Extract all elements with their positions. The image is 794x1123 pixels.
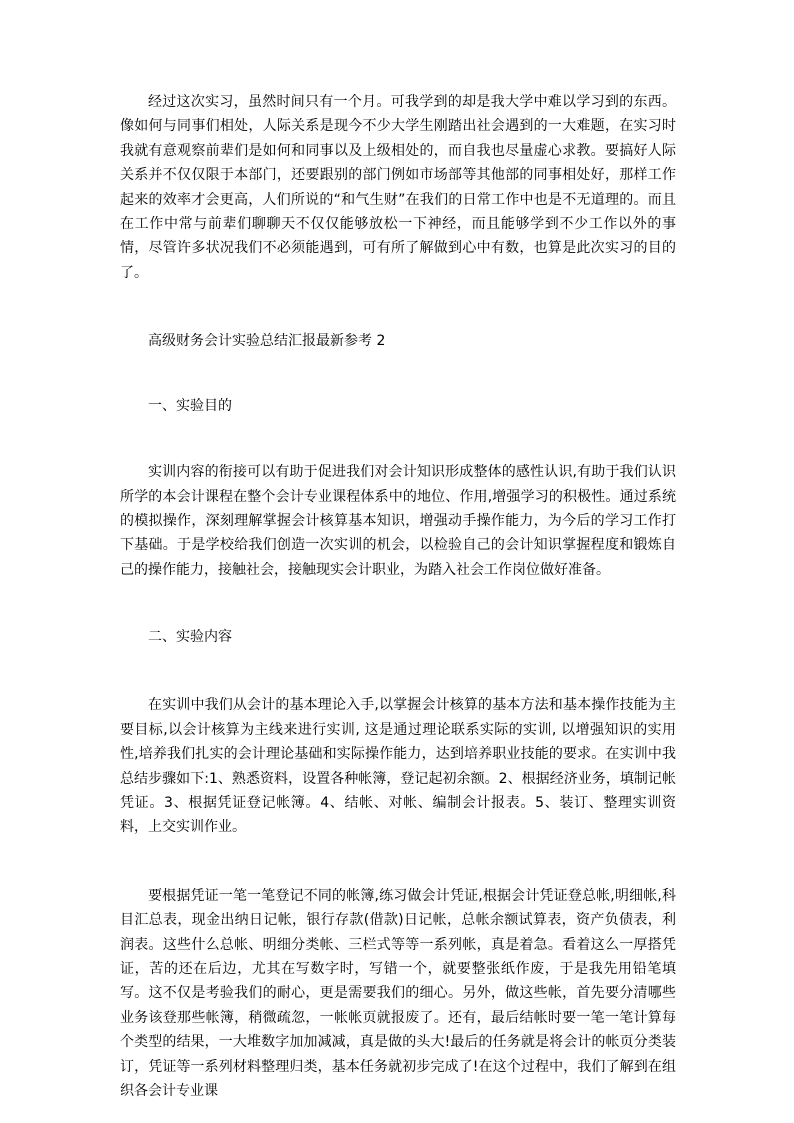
paragraph-internship-reflection: 经过这次实习，虽然时间只有一个月。可我学到的却是我大学中难以学习到的东西。像如何与同事们相处，人际关系是现今不少大学生刚踏出社会遇到的一大难题，在实习时我就有意观察前辈们是如何和同事以及上级相处的，而自我也尽量虚心求教。要搞好人际关系并不仅仅限于本部门，还要跟别的部门例如市场部等其他部的同事相处好，那样工作起来的效率才会更高，人们所说的“和气生财”在我们的日常工作中也是不无道理的。而且在工作中常与前辈们聊聊天不仅仅能够放松一下神经，而且能够学到不少工作以外的事情，尽管许多状况我们不必须能遇到，可有所了解做到心中有数，也算是此次实习的目的了。 xyxy=(120,94,676,281)
section-heading-content: 二、实验内容 xyxy=(148,629,232,646)
document-page xyxy=(120,90,676,1103)
section-heading-objective: 一、实验目的 xyxy=(148,398,232,415)
document-title: 高级财务会计实验总结汇报最新参考 2 xyxy=(148,333,386,350)
paragraph-objective: 实训内容的衔接可以有助于促进我们对会计知识形成整体的感性认识,有助于我们认识所学的本会计课程在整个会计专业课程体系中的地位、作用,增强学习的积极性。通过系统的模拟操作，深刻理解掌握会计核算基本知识，增强动手操作能力，为今后的学习工作打下基础。于是学校给我们创造一次实训的机会，以检验自己的会计知识掌握程度和锻炼自己的操作能力，接触社会，接触现实会计职业，为踏入社会工作岗位做好准备。 xyxy=(120,464,676,578)
paragraph-training-steps: 在实训中我们从会计的基本理论入手,以掌握会计核算的基本方法和基本操作技能为主要目标,以会计核算为主线来进行实训, 这是通过理论联系实际的实训, 以增强知识的实用性,培养我们扎实的会计理论基础和实际操作能力，达到培养职业技能的要求。在实训中我总结步骤如下:1、熟悉资料，设置各种帐簿，登记起初余额。2、根据经济业务，填制记帐凭证。3、根据凭证登记帐簿。4、结帐、对帐、编制会计报表。5、装订、整理实训资料，上交实训作业。 xyxy=(120,697,676,836)
paragraph-bookkeeping-process: 要根据凭证一笔一笔登记不同的帐簿,练习做会计凭证,根据会计凭证登总帐,明细帐,科目汇总表，现金出纳日记帐，银行存款(借款)日记帐，总帐余额试算表，资产负债表，利润表。这些什么总帐、明细分类帐、三栏式等等一系列帐，真是着急。看着这么一厚搭凭证，苦的还在后边，尤其在写数字时，写错一个，就要整张纸作废，于是我先用铅笔填写。这不仅是考验我们的耐心，更是需要我们的细心。另外，做这些帐，首先要分清哪些业务该登那些帐簿，稍微疏忽，一帐帐页就报废了。还有，最后结帐时要一笔一笔计算每个类型的结果，一大堆数字加加减减，真是做的头大!最后的任务就是将会计的帐页分类装订，凭证等一系列材料整理归类，基本任务就初步完成了!在这个过程中，我们了解到在组织各会计专业课 xyxy=(120,887,676,1099)
